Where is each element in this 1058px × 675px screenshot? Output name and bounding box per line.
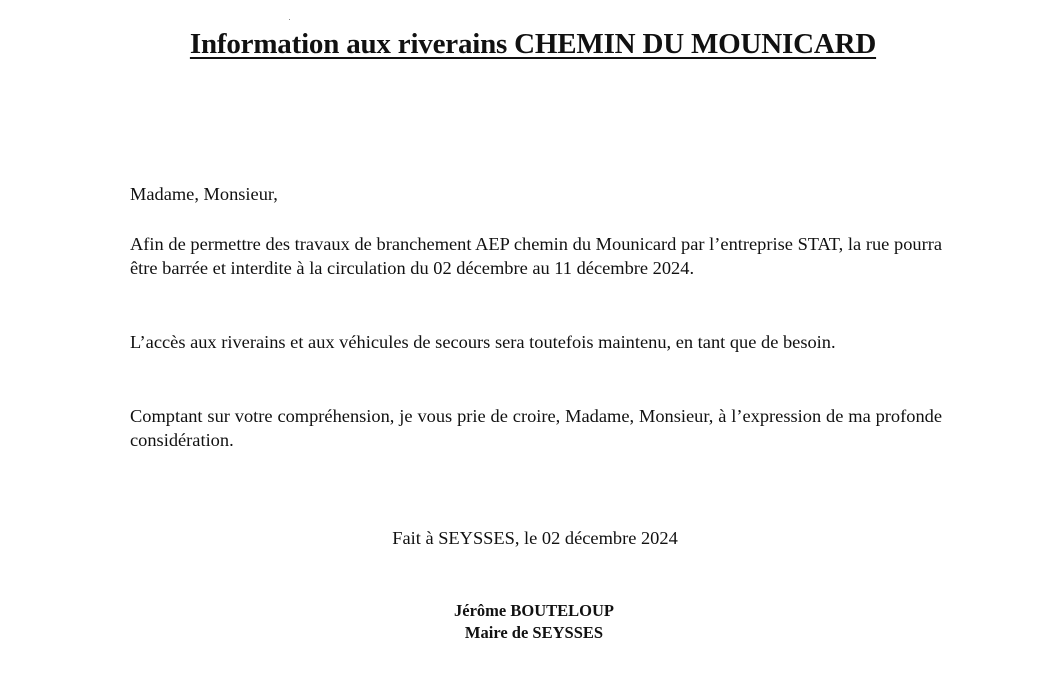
salutation: Madame, Monsieur, [130, 184, 278, 204]
place-and-date: Fait à SEYSSES, le 02 décembre 2024 [392, 528, 678, 548]
paragraph-works-notice: Afin de permettre des travaux de branchement AEP chemin du Mounicard par l’entreprise STAT, la rue pourra être barrée et interdite à la circulation du 02 décembre au 11 décembre 2024. [130, 234, 942, 278]
scan-speck [289, 19, 290, 20]
document-title-text: Information aux riverains CHEMIN DU MOUNICARD [189, 28, 877, 60]
paragraph-access-notice: L’accès aux riverains et aux véhicules de secours sera toutefois maintenu, en tant que de besoin. [130, 332, 836, 352]
document-title [0, 28, 1058, 61]
signer-name: Jérôme BOUTELOUP [454, 601, 614, 620]
paragraph-closing: Comptant sur votre compréhension, je vous prie de croire, Madame, Monsieur, à l’expression de ma profonde considération. [130, 406, 942, 450]
signer-role: Maire de SEYSSES [464, 623, 604, 642]
